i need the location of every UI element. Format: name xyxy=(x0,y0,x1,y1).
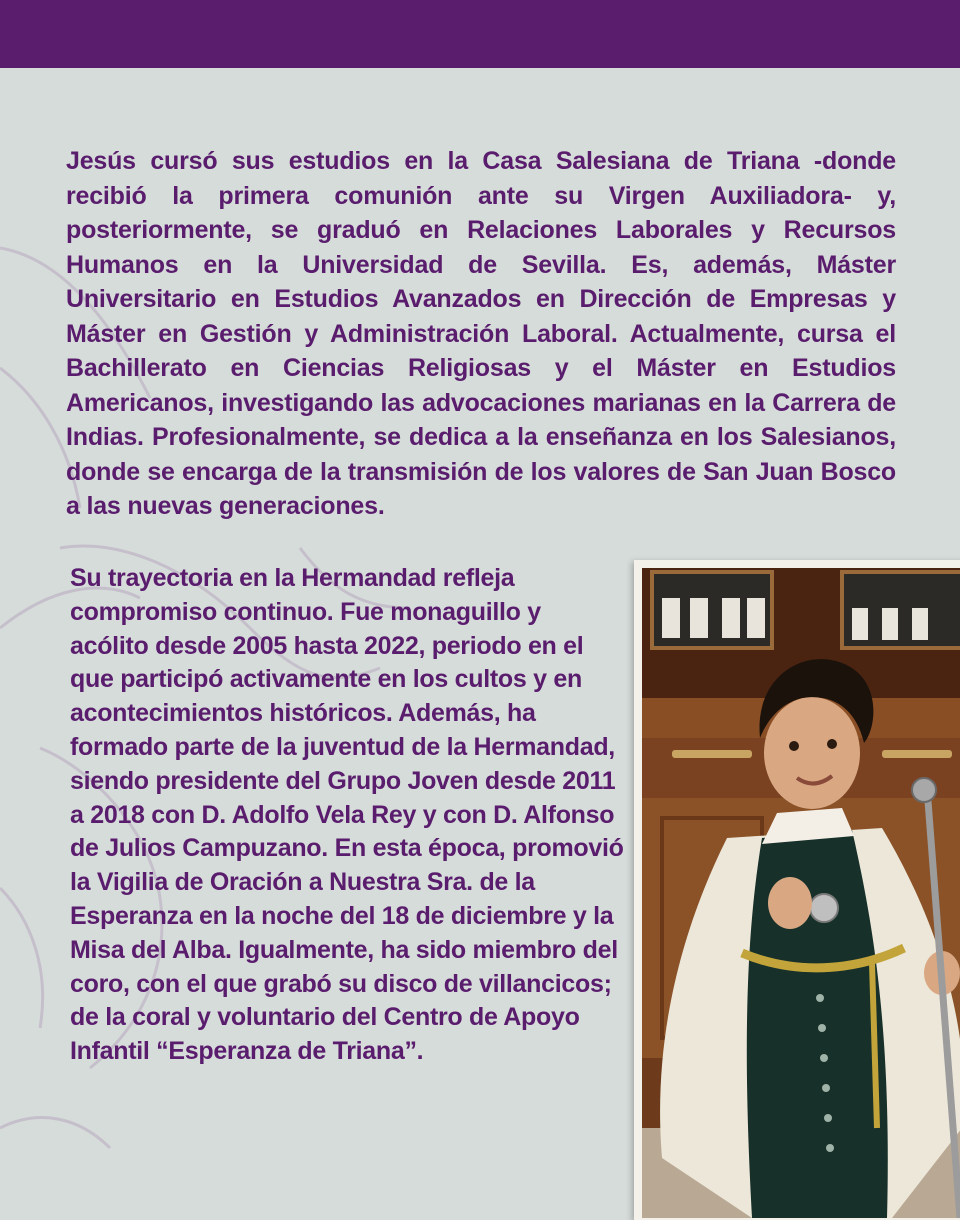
bio-paragraph-education: Jesús cursó sus estudios en la Casa Salesiana de Triana -donde recibió la primera comunión ante su Virgen Auxiliadora- y, posteriormente, se graduó en Relaciones Laborales y Recursos Humanos en la Universidad de Sevilla. Es, además, Máster Universitario en Estudios Avanzados en Dirección de Empresas y Máster en Gestión y Administración Laboral. Actualmente, cursa el Bachillerato en Ciencias Religiosas y el Máster en Estudios Americanos, investigando las advocaciones marianas en la Carrera de Indias. Profesionalmente, se dedica a la enseñanza en los Salesianos, donde se encarga de la transmisión de los valores de San Juan Bosco a las nuevas generaciones. xyxy=(66,147,896,520)
child-in-cape-photo xyxy=(642,568,960,1218)
bio-paragraph-hermandad: Su trayectoria en la Hermandad refleja compromiso continuo. Fue monaguillo y acólito desde 2005 hasta 2022, periodo en el que participó activamente en los cultos y en acontecimientos históricos. Además, ha formado parte de la juventud de la Hermandad, siendo presidente del Grupo Joven desde 2011 a 2018 con D. Adolfo Vela Rey y con D. Alfonso de Julios Campuzano. En esta época, promovió la Vigilia de Oración a Nuestra Sra. de la Esperanza en la noche del 18 de diciembre y la Misa del Alba. Igualmente, ha sido miembro del coro, con el que grabó su disco de villancicos; de la coral y voluntario del Centro de Apoyo Infantil “Esperanza de Triana”. xyxy=(70,564,624,1066)
top-banner xyxy=(0,0,960,68)
photo-frame xyxy=(634,560,960,1220)
